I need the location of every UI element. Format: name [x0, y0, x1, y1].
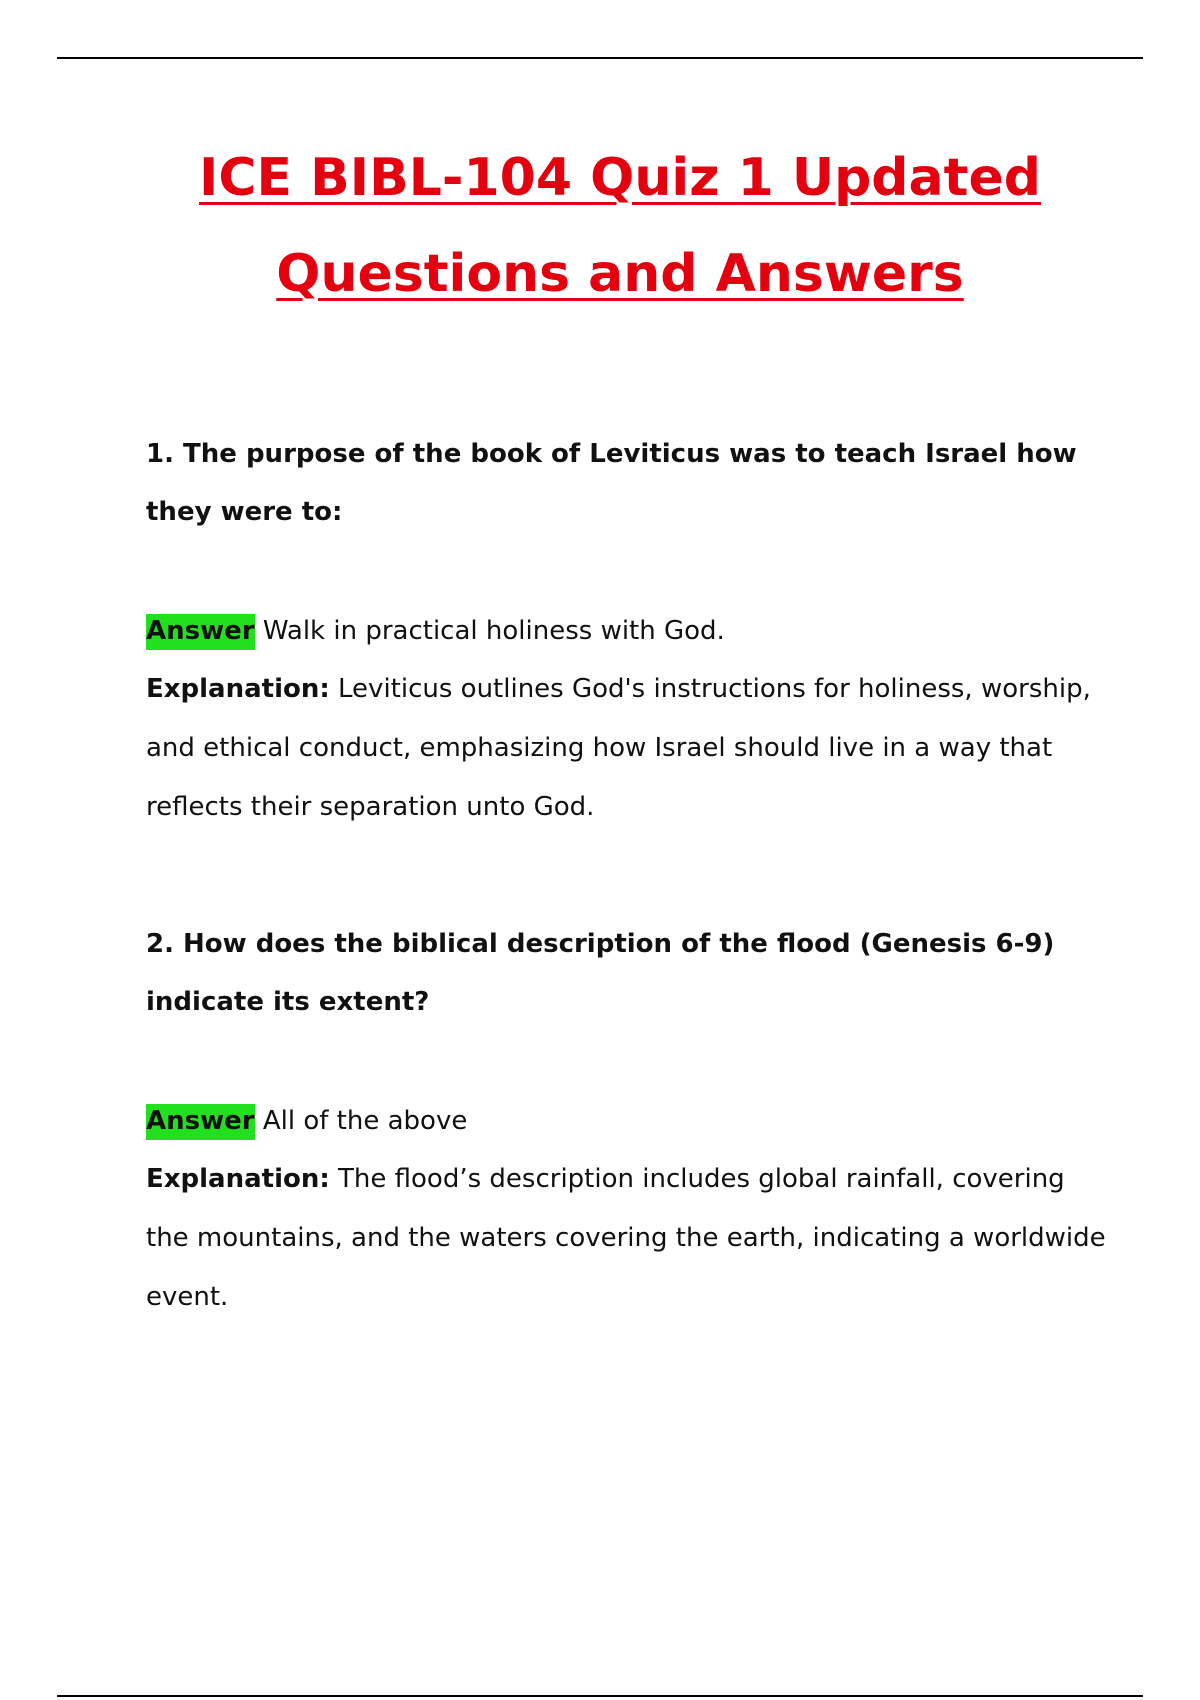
answer-text-2: All of the above — [254, 1106, 468, 1136]
answer-text-1: Walk in practical holiness with God. — [254, 616, 725, 646]
bottom-rule — [57, 1695, 1143, 1697]
question-2: 2. How does the biblical description of the flood (Genesis 6-9) indicate its extent? — [146, 929, 1055, 1017]
explanation-text-2: The flood’s description includes global rainfall, covering the mountains, and the waters covering the earth, indicating a worldwide event. — [146, 1164, 1106, 1312]
explanation-1 — [146, 660, 1106, 837]
answer-2 — [146, 1092, 1106, 1150]
top-rule — [57, 57, 1143, 59]
explanation-label-1: Explanation: — [146, 674, 330, 704]
answer-label-2: Answer — [146, 1104, 255, 1140]
document-title — [100, 130, 1140, 322]
explanation-text-1: Leviticus outlines God's instructions for holiness, worship, and ethical conduct, emphasizing how Israel should live in a way that reflects their separation unto God. — [146, 674, 1091, 822]
explanation-2 — [146, 1150, 1106, 1327]
answer-1 — [146, 602, 1106, 660]
explanation-label-2: Explanation: — [146, 1164, 330, 1194]
title-line-2: Questions and Answers — [276, 244, 964, 304]
title-line-1: ICE BIBL-104 Quiz 1 Updated — [199, 148, 1041, 208]
question-1: 1. The purpose of the book of Leviticus was to teach Israel how they were to: — [146, 439, 1077, 527]
answer-label-1: Answer — [146, 614, 255, 650]
